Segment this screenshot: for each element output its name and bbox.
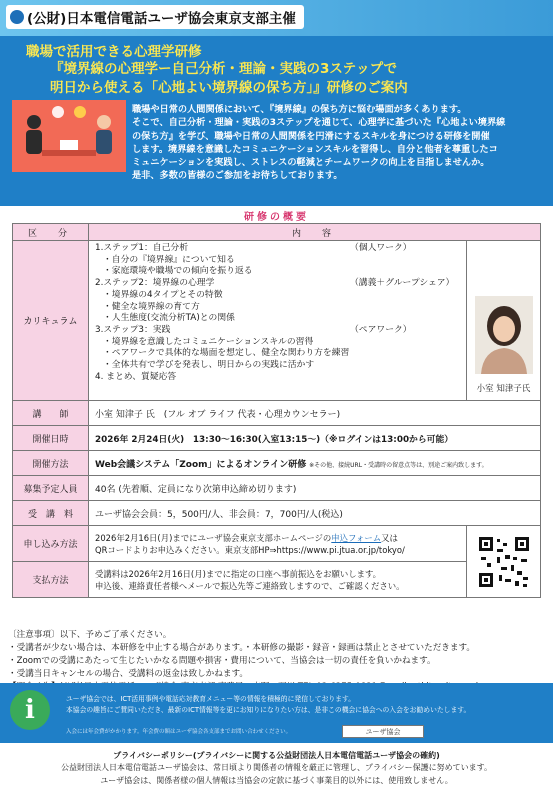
overview-table: [12, 223, 541, 598]
table-row-capacity: [13, 476, 541, 501]
list-item: ・境界線の4タイプとその特徴: [103, 289, 223, 300]
notes-line: ・受講当日キャンセルの場合、受講料の返金は致しかねます。: [8, 669, 248, 679]
privacy-policy: [0, 750, 553, 787]
intro-line: します。境界線を意識したコミュニケーションスキルを習得し、自分と他者を尊重したコ: [132, 143, 498, 155]
list-item: ・境界線を意識したコミュニケーションスキルの習得: [103, 336, 314, 347]
intro-line: そこで、自己分析・理論・実践の3ステップを通じて、心理学に基づいた『心地よい境界線: [132, 117, 506, 129]
privacy-title: プライバシーポリシー(プライバシーに関する公益財団法人日本電信電話ユーザ協会の確約): [113, 751, 440, 760]
qr-code-icon[interactable]: [477, 535, 531, 589]
date-label: 開催日時: [13, 426, 89, 451]
payment-label: 支払方法: [13, 562, 89, 598]
method-label: 開催方法: [13, 451, 89, 476]
fee-label: 受 講 料: [13, 501, 89, 526]
list-item: ・全体共有で学びを発表し、明日からの実践に活かす: [103, 360, 315, 371]
column-header-category: 区 分: [13, 224, 89, 241]
user-association-button[interactable]: ユーザ協会: [342, 725, 424, 738]
list-item: 2.ステップ2：境界線の心理学 （講義＋グループシェア）: [95, 278, 455, 289]
lecturer-photo: [475, 296, 533, 374]
association-logo-icon: [10, 10, 24, 24]
method-note: ※その他、接続URL・受講時の留意点等は、別途ご案内致します。: [309, 461, 488, 469]
intro-line: 職場や日常の人間関係において、『境界線』の保ち方に悩む場面が多くあります。: [132, 104, 467, 115]
intro-line: 是非、多数の皆様のご参加をお待ちしております。: [132, 170, 343, 182]
organizer-text: (公財)日本電信電話ユーザ協会東京支部主催: [27, 11, 296, 27]
table-row-fee: [13, 501, 541, 526]
notes-line: ・Zoomでの受講にあたって生じたいかなる問題や損害・費用について、当協会は一切の責任を負いかねます。: [8, 656, 436, 666]
list-item: 4. まとめ、質疑応答: [95, 371, 177, 382]
method-text: Web会議システム「Zoom」によるオンライン研修: [95, 459, 307, 470]
apply-value: 2026年2月16日(月)までにユーザ協会東京支部ホームページの申込フォーム又は QRコードよりお申込みください。東京支部HP⇒https://www.pi.jtua.or.jp/tokyo/: [89, 526, 467, 562]
table-row-date: [13, 426, 541, 451]
list-item: ・ペアワークで具体的な場面を想定し、健全な関わり方を練習: [103, 348, 350, 359]
capacity-value: 40名 (先着順、定員になり次第申込締め切ります): [89, 476, 541, 501]
apply-label: 申し込み方法: [13, 526, 89, 562]
curriculum-list: [89, 241, 467, 401]
notes-line: ・受講者が少ない場合は、本研修を中止する場合があります。・本研修の撮影・録音・録画は禁止とさせていただきます。: [8, 643, 475, 653]
lecturer-photo-cell: [467, 241, 541, 401]
photo-caption: 小室 知津子氏: [476, 384, 531, 394]
intro-line: の保ち方』を学び、職場や日常の人間関係を円滑にするスキルを身につける研修を開催: [132, 130, 490, 142]
qr-cell: [467, 526, 541, 598]
method-value: [89, 451, 541, 476]
membership-info-text: ユーザ協会では、ICT活用事例や電話応対教育メニュー等の情報を積極的に発信しております。 本協会の趣旨にご賛同いただき、最新のICT情報等を更にお知りになりたい方は、是非この機会に協会への入会をお勧めいたします。: [66, 695, 471, 714]
intro-line: ミュニケーションを実践し、ストレスの軽減とチームワークの向上を目指しませんか。: [132, 157, 490, 169]
table-row-method: [13, 451, 541, 476]
title-line-3: 明日から使える「心地よい境界線の保ち方」』研修のご案内: [50, 80, 408, 96]
apply-form-link[interactable]: 申込フォーム: [331, 532, 382, 543]
title-line-1: 職場で活用できる心理学研修: [26, 44, 202, 60]
payment-value: 受講料は2026年2月16日(月)までに指定の口座へ事前振込をお願いします。 申込後、連絡責任者様へメールで振込先等ご連絡致しますので、ご確認ください。: [89, 562, 467, 598]
date-value: 2026年 2月24日(火) 13:30～16:30(入室13:15～)（※ログインは13:00から可能）: [89, 426, 541, 451]
table-row-curriculum: [13, 241, 541, 401]
info-icon: i: [10, 690, 50, 730]
table-row-lecturer: [13, 401, 541, 426]
table-row-payment: [13, 562, 541, 598]
notes-line: 〔注意事項〕以下、予めご了承ください。: [8, 630, 172, 640]
fee-value: ユーザ協会会員：5，500円/人、非会員：7，700円/人(税込): [89, 501, 541, 526]
list-item: ・自分の『境界線』について知る: [103, 254, 235, 265]
organizer-badge: [6, 5, 304, 29]
membership-fee-note: 入会には年会費がかかります。年会費の額はユーザ協会各支部までお問い合わせください。: [66, 729, 292, 735]
title-line-2: 『境界線の心理学ー自己分析・理論・実践の3ステップで: [50, 61, 398, 77]
list-item: 3.ステップ3：実践 （ペアワーク）: [95, 324, 412, 335]
privacy-line: ユーザ協会は、関係者様の個人情報は当協会の定款に基づく事業目的以外には、使用致しません。: [100, 775, 453, 785]
people-discussion-illustration-icon: [12, 100, 126, 172]
list-item: ・人生態度(交流分析TA)との関係: [103, 313, 235, 324]
capacity-label: 募集予定人員: [13, 476, 89, 501]
lecturer-value: 小室 知津子 氏 (フル オブ ライフ 代表・心理カウンセラー): [89, 401, 541, 426]
curriculum-label: カリキュラム: [13, 241, 89, 401]
table-header-row: [13, 224, 541, 241]
table-row-apply: [13, 526, 541, 562]
list-item: ・健全な境界線の育て方: [103, 301, 200, 312]
lecturer-label: 講 師: [13, 401, 89, 426]
list-item: ・家庭環境や職場での傾向を振り返る: [103, 266, 253, 277]
privacy-line: 公益財団法人日本電信電話ユーザ協会は、常日頃より関係者の情報を厳正に管理し、プライバシー保護に努めています。: [61, 763, 492, 773]
intro-paragraph: [132, 103, 550, 183]
column-header-content: 内 容: [89, 224, 541, 241]
list-item: 1.ステップ1：自己分析 （個人ワーク）: [95, 243, 412, 253]
section-title: 研修の概要: [244, 212, 309, 223]
